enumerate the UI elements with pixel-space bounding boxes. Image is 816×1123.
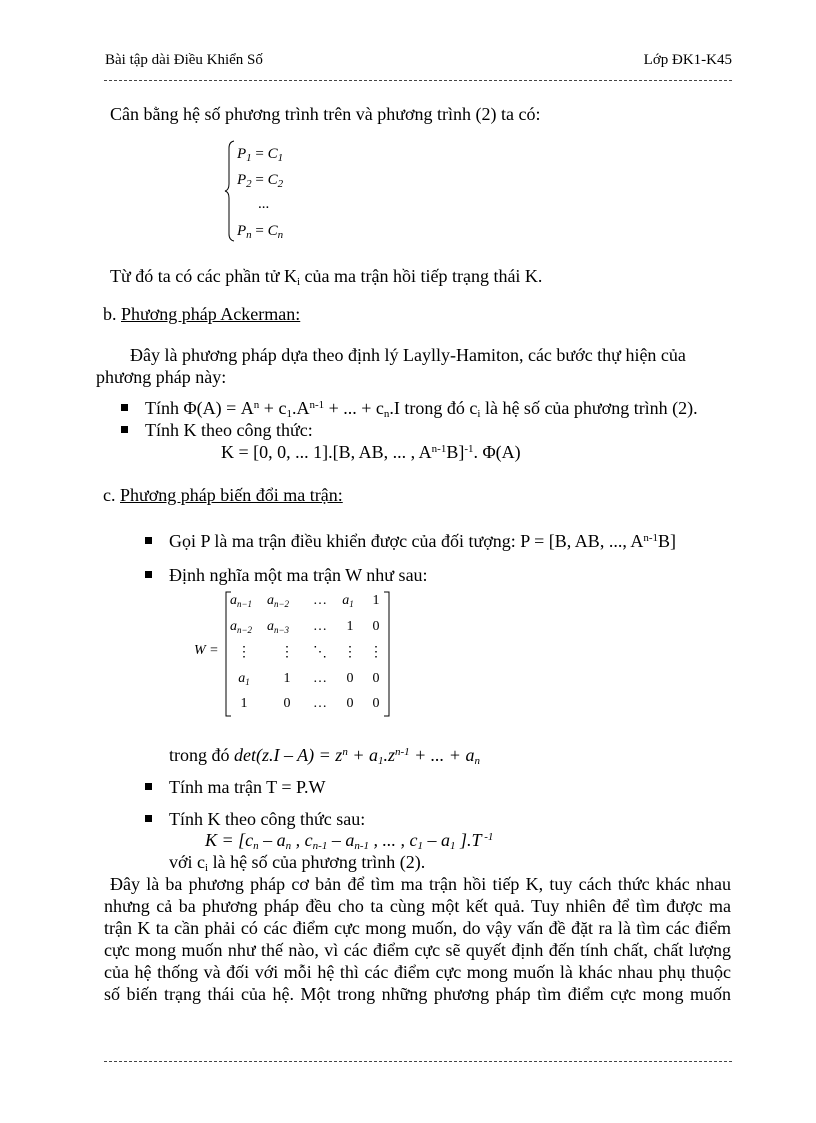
header-right: Lớp ĐK1-K45 <box>643 52 732 68</box>
bullet-t: Tính ma trận T = P.W <box>169 777 326 797</box>
bullet-icon <box>145 815 152 822</box>
closing-line-1: Đây là ba phương pháp cơ bản để tìm ma trận hồi tiếp K, tuy cách thức khác nhau <box>110 874 731 894</box>
equation-row-1: $P_1 = C_1$ <box>237 146 284 164</box>
bullet-icon <box>121 426 128 433</box>
ackerman-paragraph-line-1: Đây là phương pháp dựa theo định lý Laylly-Hamiton, các bước thự hiện của <box>130 345 686 365</box>
footer-divider <box>104 1061 732 1062</box>
equation-row-2: $P_2 = C_2$ <box>237 172 284 190</box>
closing-line-5: của hệ thống và đối với mỗi hệ thì các điểm cực mong muốn là khác nhau phụ thuộc <box>104 962 731 982</box>
bullet-icon <box>145 537 152 544</box>
bullet-phi: Tính $\Phi(A) = A^n + c_1.A^{n-1}$ + ... + $c_n.I$ trong đó $c_i$ là hệ số của phương trình (2). <box>145 398 698 420</box>
header-left: Bài tập dài Điều Khiển Số <box>105 52 263 68</box>
bullet-k: Tính K theo công thức: <box>145 420 313 440</box>
ackerman-paragraph-line-2: phương pháp này: <box>96 367 227 387</box>
section-c-heading: c. Phương pháp biến đổi ma trận: <box>103 485 343 505</box>
closing-line-2: nhưng cả ba phương pháp đều cho ta cùng một kết quả. Tuy nhiên để tìm được ma <box>104 896 731 916</box>
intro-line: Cân bằng hệ số phương trình trên và phương trình (2) ta có: <box>110 104 541 124</box>
formula-k-transform: $K = [c_n - a_n$ , $c_{n-1} - a_{n-1}$ , ... , $c_1 - a_1$ ].T $^{-1}$ <box>205 830 494 852</box>
left-brace-icon <box>224 140 236 242</box>
equation-ellipsis: ... <box>258 196 270 212</box>
bullet-w: Định nghĩa một ma trận W như sau: <box>169 565 428 585</box>
ki-line: Từ đó ta có các phần tử $K_i$ của ma trận hồi tiếp trạng thái K. <box>110 266 543 288</box>
equation-row-n: $P_n = C_n$ <box>237 223 284 241</box>
bullet-icon <box>121 404 128 411</box>
header-divider <box>104 80 732 81</box>
bullet-p: Gọi P là ma trận điều khiển được của đối tượng: P = [B, AB, ..., $A^{n-1}B$] <box>169 531 676 551</box>
bullet-k2: Tính K theo công thức sau: <box>169 809 366 829</box>
section-b-heading: b. Phương pháp Ackerman: <box>103 304 301 324</box>
ci-line: với $c_i$ là hệ số của phương trình (2). <box>169 852 426 874</box>
closing-line-6: số biến trạng thái của hệ. Một trong những phương pháp tìm điểm cực mong muốn <box>104 984 731 1004</box>
closing-line-3: trận K ta cần phải có các điểm cực mong muốn, do vậy vấn đề đặt ra là tìm các điểm <box>104 918 731 938</box>
matrix-w-label: W = <box>194 643 219 658</box>
closing-line-4: cực mong muốn như thế nào, vì các điểm cực sẽ quyết định đến tính chất, chất lượng <box>104 940 731 960</box>
where-line: trong đó $\det(z.I - A) = z^n + a_1.z^{n-1}$ + ... + $a_n$ <box>169 745 480 767</box>
bullet-icon <box>145 783 152 790</box>
formula-k-ackerman: K = [0, 0, ... 1].[B, AB, ... , $A^{n-1}B]^{-1}$. Φ(A) <box>221 442 521 462</box>
bullet-icon <box>145 571 152 578</box>
